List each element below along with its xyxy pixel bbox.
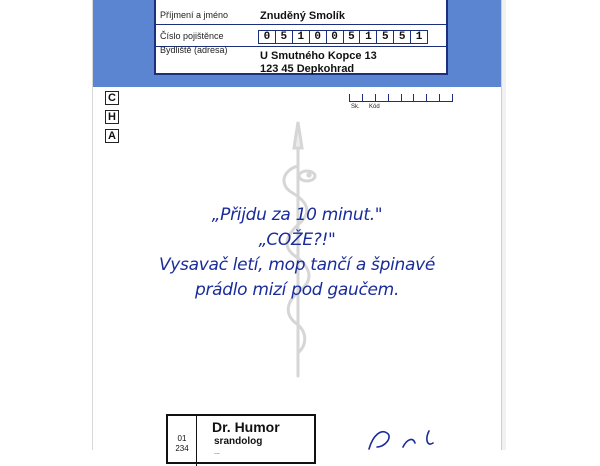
code-cell	[349, 94, 362, 101]
code-cell	[401, 94, 414, 101]
insurance-digit: 0	[310, 31, 327, 43]
message-line-3: Vysavač letí, mop tančí a špinavé	[158, 255, 436, 275]
doctor-stamp	[166, 414, 316, 464]
address-label: Bydliště (adresa)	[160, 45, 228, 55]
message-line-2: „COŽE?!"	[258, 230, 336, 250]
insurance-digit: 5	[377, 31, 394, 43]
code-boxes	[349, 88, 453, 102]
insurance-digit: 1	[360, 31, 377, 43]
cha-box-a: A	[105, 129, 119, 143]
insurance-digit: 5	[344, 31, 361, 43]
patient-info-box	[154, 0, 448, 75]
sk-label: Sk.	[351, 104, 360, 110]
code-cell	[426, 94, 439, 101]
address-line-2: 123 45 Depkohrad	[260, 63, 355, 75]
name-label: Příjmení a jméno	[160, 10, 229, 20]
insurance-digit: 0	[327, 31, 344, 43]
message-line-4: prádlo mizí pod gaučem.	[194, 280, 400, 300]
stamp-number	[168, 434, 196, 454]
stamp-divider	[196, 416, 197, 466]
code-cell	[375, 94, 388, 101]
stamp-number-line-1: 01	[177, 434, 187, 443]
handwritten-message	[93, 203, 501, 303]
insurance-number	[258, 30, 428, 44]
kod-label: Kód	[369, 104, 380, 110]
cha-box-c: C	[105, 91, 119, 105]
address-line-1: U Smutného Kopce 13	[260, 50, 377, 62]
insurance-digit: 5	[276, 31, 293, 43]
insurance-digit: 0	[259, 31, 276, 43]
code-cell	[439, 94, 453, 101]
code-cell	[413, 94, 426, 101]
prescription-form	[92, 0, 502, 456]
insurance-digit: 1	[293, 31, 310, 43]
name-value: Znuděný Smolík	[260, 10, 345, 22]
message-line-1: „Přijdu za 10 minut."	[211, 205, 383, 225]
cha-box-h: H	[105, 110, 119, 124]
insurance-digit: 5	[394, 31, 411, 43]
code-cell	[362, 94, 375, 101]
doctor-role: srandolog	[214, 436, 263, 447]
insurance-label: Číslo pojištěnce	[160, 31, 224, 41]
doctor-name: Dr. Humor	[212, 419, 280, 435]
stamp-number-line-2: 234	[175, 444, 189, 453]
form-divider	[156, 24, 446, 25]
insurance-digit: 1	[415, 31, 423, 43]
signature-icon	[367, 425, 457, 451]
code-cell	[388, 94, 401, 101]
stamp-address: ...	[214, 449, 220, 456]
